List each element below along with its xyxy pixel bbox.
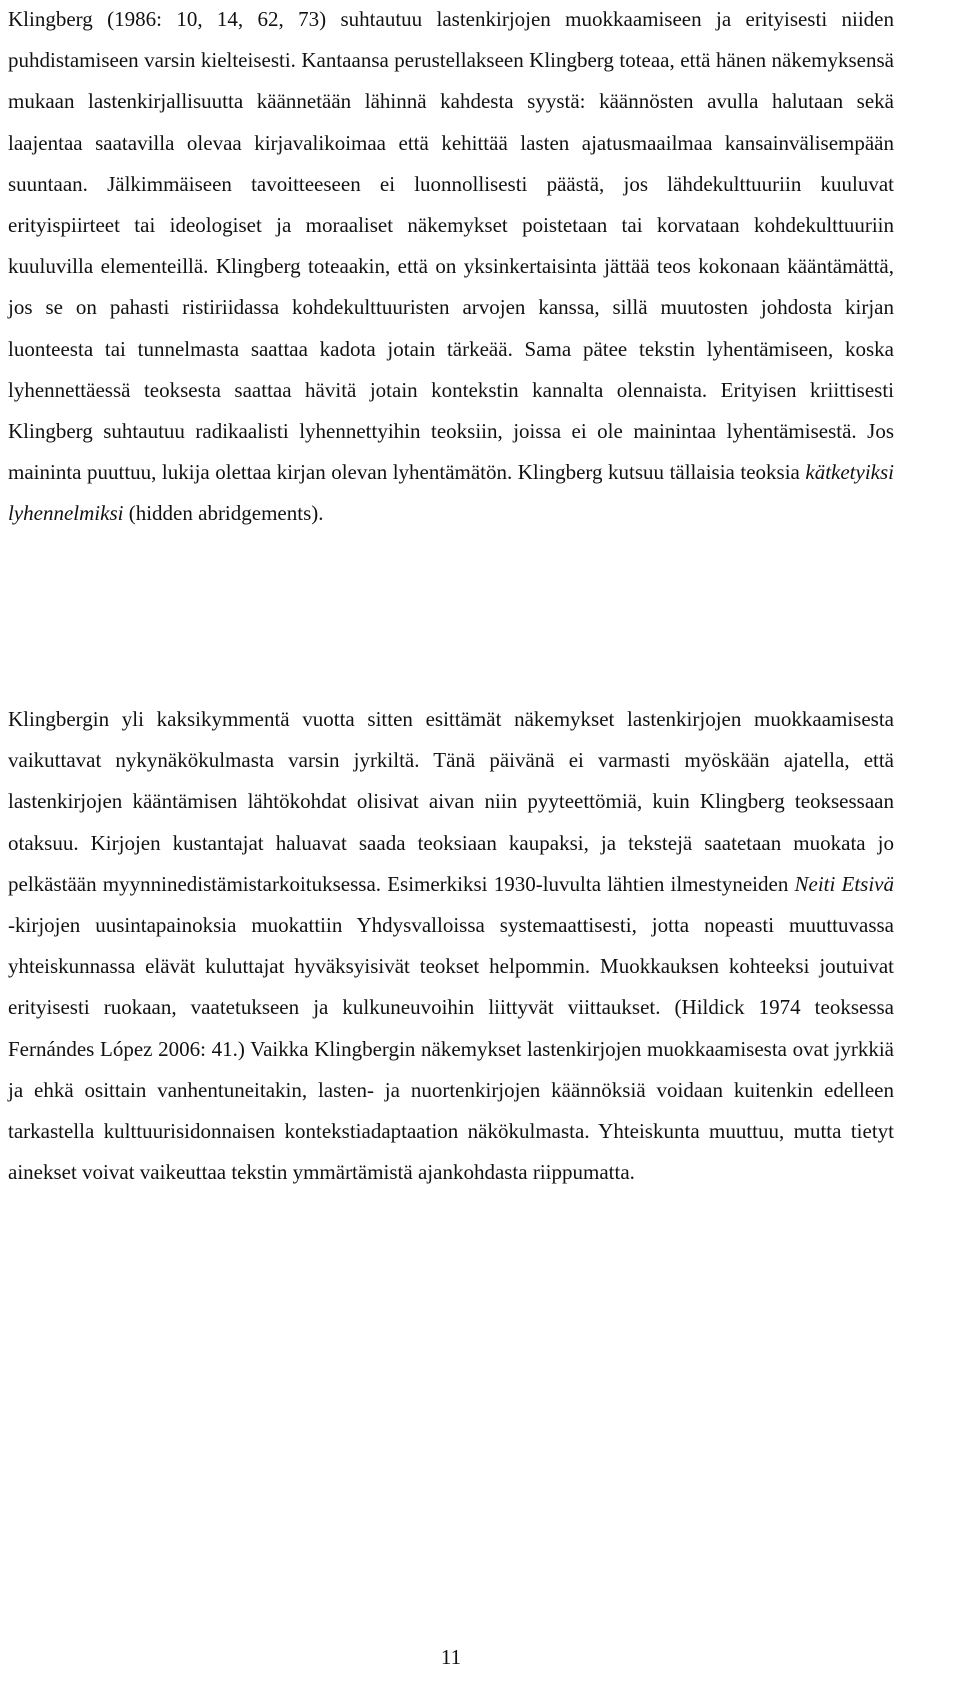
paragraph-text: Klingbergin yli kaksikymmentä vuotta sitten esittämät näkemykset lastenkirjojen muokkaamisesta vaikuttavat nykynäkökulmasta varsin jyrkiltä. Tänä päivänä ei varmasti myöskään ajatella, että lastenkirjojen kääntämisen lähtökohdat olisivat aivan niin pyyteettömiä, kuin Klingberg teoksessaan otaksuu. Kirjojen kustantajat haluavat saada teoksiaan kaupaksi, ja tekstejä saatetaan muokata jo pelkästään myynninedistämistarkoituksessa. Esimerkiksi 1930-luvulta lähtien ilmestyneiden (8, 707, 894, 896)
paragraph-text: Klingberg (1986: 10, 14, 62, 73) suhtautuu lastenkirjojen muokkaamiseen ja erityisesti niiden puhdistamiseen varsin kielteisesti. Kantaansa perustellakseen Klingberg toteaa, että hänen näkemyksensä mukaan lastenkirjallisuutta käännetään lähinnä kahdesta syystä: käännösten avulla halutaan sekä laajentaa saatavilla olevaa kirjavalikoimaa että kehittää lasten ajatusmaailmaa kansainvälisempään suuntaan. Jälkimmäiseen tavoitteeseen ei luonnollisesti päästä, jos lähdekulttuuriin kuuluvat erityispiirteet tai ideologiset ja moraaliset näkemykset poistetaan tai korvataan kohdekulttuuriin kuuluvilla elementeillä. Klingberg toteaakin, että on yksinkertaisinta jättää teos kokonaan kääntämättä, jos se on pahasti ristiriidassa kohdekulttuuristen arvojen kanssa, sillä muutosten johdosta kirjan luonteesta tai tunnelmasta saattaa kadota jotain tärkeää. Sama pätee tekstin lyhentämiseen, koska lyhennettäessä teoksesta saattaa hävitä jotain kontekstin kannalta olennaista. Erityisen kriittisesti Klingberg suhtautuu radikaalisti lyhennettyihin teoksiin, joissa ei ole mainintaa lyhentämisestä. Jos maininta puuttuu, lukija olettaa kirjan olevan lyhentämätön. Klingberg kutsuu tällaisia teoksia (8, 7, 894, 485)
page-number: 11 (440, 1645, 462, 1669)
italic-term: kätketyiksi lyhennelmiksi (8, 460, 894, 526)
italic-book-title: Neiti Etsivä (794, 871, 894, 896)
paragraph-text: -kirjojen uusintapainoksia muokattiin Yhdysvalloissa systemaattisesti, jotta nopeasti muuttuvassa yhteiskunnassa elävät kuluttajat hyväksyisivät teokset helpommin. Muokkauksen kohteeksi joutuivat erityisesti ruokaan, vaatetukseen ja kulkuneuvoihin liittyvät viittaukset. (Hildick 1974 teoksessa Fernándes López 2006: 41.) Vaikka Klingbergin näkemykset lastenkirjojen muokkaamisesta ovat jyrkkiä ja ehkä osittain vanhentuneitakin, lasten- ja nuortenkirjojen käännöksiä voidaan kuitenkin edelleen tarkastella kulttuurisidonnaisen kontekstiadaptaation näkökulmasta. Yhteiskunta muuttuu, mutta tietyt ainekset voivat vaikeuttaa tekstin ymmärtämistä ajankohdasta riippumatta. (8, 913, 894, 1185)
paragraph-klingberg-critique (8, 0, 894, 535)
paragraph-modern-view (8, 699, 894, 1193)
paragraph-text: (hidden abridgements). (123, 501, 324, 526)
